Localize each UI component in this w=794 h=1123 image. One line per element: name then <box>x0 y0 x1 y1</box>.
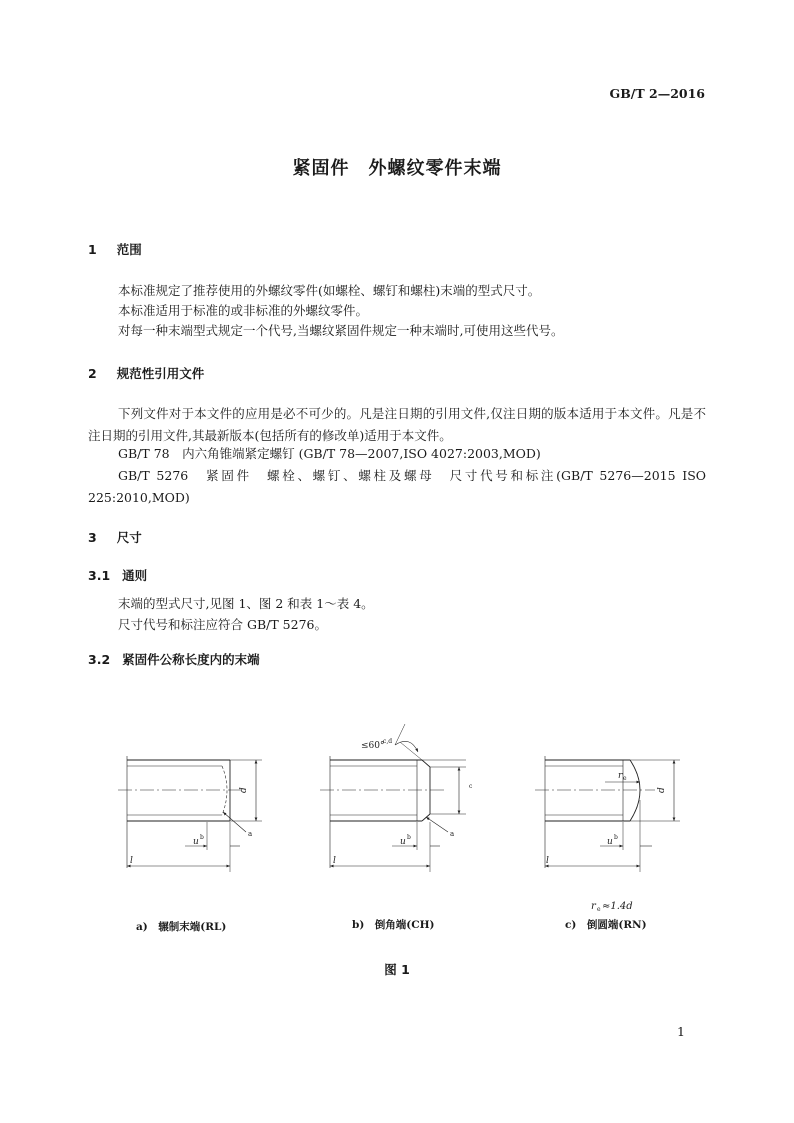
page-title: 紧固件 外螺纹零件末端 <box>292 158 502 179</box>
drawing-rounded-end <box>535 756 680 872</box>
label-u-sup: b <box>407 834 411 841</box>
label-a: a <box>450 830 455 838</box>
paragraph: 末端的型式尺寸,见图 1、图 2 和表 1～表 4。 <box>118 596 374 611</box>
caption-a: a) 辗制末端(RL) <box>136 921 227 933</box>
label-angle: ≤60° <box>361 741 385 751</box>
label-re: r <box>618 771 623 781</box>
note-re: ≈1.4d <box>602 901 633 912</box>
figure-title: 图 1 <box>384 962 410 977</box>
paragraph: 对每一种末端型式规定一个代号,当螺纹紧固件规定一种末端时,可使用这些代号。 <box>118 323 564 338</box>
section-title: 规范性引用文件 <box>116 366 205 381</box>
label-u: u <box>193 837 199 847</box>
label-a: a <box>248 830 253 838</box>
page-number: 1 <box>677 1024 685 1039</box>
note-re-sub: e <box>597 906 601 913</box>
label-c: c <box>469 783 473 790</box>
standard-number: GB/T 2—2016 <box>609 86 705 101</box>
section-3-2-heading <box>88 650 260 668</box>
section-title: 尺寸 <box>116 530 142 545</box>
drawing-rolled-end <box>118 756 262 872</box>
label-u-sup: b <box>200 834 204 841</box>
section-number: 3.2 <box>88 652 111 667</box>
label-u: u <box>607 837 613 847</box>
caption-c: c) 倒圆端(RN) <box>565 919 647 931</box>
note-re-symbol: r <box>591 901 596 912</box>
section-2-heading <box>88 364 204 382</box>
section-3-heading <box>88 528 142 546</box>
paragraph: 本标准适用于标准的或非标准的外螺纹零件。 <box>118 303 369 318</box>
section-number: 3 <box>88 530 97 545</box>
label-l: l <box>130 856 133 866</box>
section-1-heading <box>88 240 142 258</box>
section-3-1-heading <box>88 566 147 584</box>
label-angle-sup: c,d <box>383 738 393 745</box>
section-title: 通则 <box>122 568 148 583</box>
section-number: 3.1 <box>88 568 111 583</box>
label-u: u <box>400 837 406 847</box>
paragraph: 下列文件对于本文件的应用是必不可少的。凡是注日期的引用文件,仅注日期的版本适用于本文件。凡是不注日期的引用文件,其最新版本(包括所有的修改单)适用于本文件。 <box>88 406 706 443</box>
label-l: l <box>546 856 549 866</box>
label-l: l <box>333 856 336 866</box>
caption-b: b) 倒角端(CH) <box>352 919 435 931</box>
section-number: 2 <box>88 366 97 381</box>
label-d: d <box>657 787 667 793</box>
reference-item: GB/T 5276 紧固件 螺栓、螺钉、螺柱及螺母 尺寸代号和标注(GB/T 5276—2015 ISO 225:2010,MOD) <box>88 468 706 505</box>
drawing-chamfered-end <box>320 724 466 872</box>
reference-item: GB/T 78 内六角锥端紧定螺钉 (GB/T 78—2007,ISO 4027:2003,MOD) <box>118 446 541 461</box>
section-title: 范围 <box>116 242 142 257</box>
paragraph: 尺寸代号和标注应符合 GB/T 5276。 <box>118 617 327 632</box>
paragraph: 本标准规定了推荐使用的外螺纹零件(如螺栓、螺钉和螺柱)末端的型式尺寸。 <box>118 283 541 298</box>
label-u-sup: b <box>614 834 618 841</box>
section-title: 紧固件公称长度内的末端 <box>122 652 260 667</box>
figure-1-drawings <box>0 700 794 920</box>
label-d: d <box>239 787 249 793</box>
label-re-sub: e <box>623 775 627 782</box>
section-number: 1 <box>88 242 97 257</box>
